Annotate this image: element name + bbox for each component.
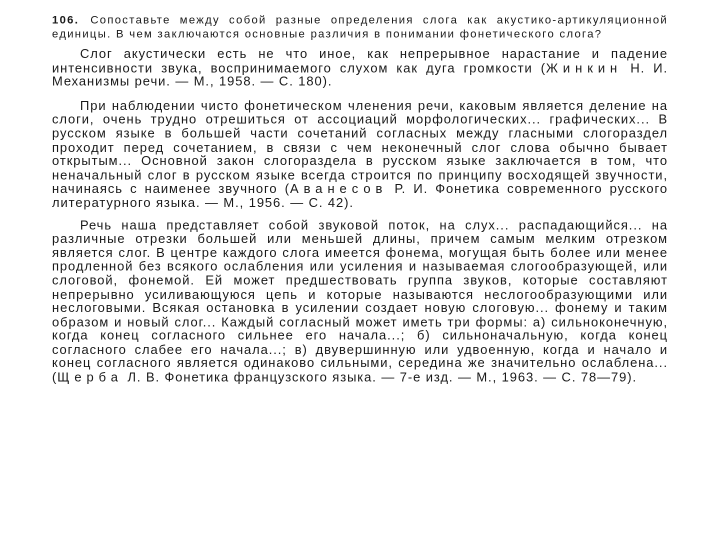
quote-shcherba: [52, 218, 668, 384]
quote-citation: Л. В. Фонетика французского языка. — 7-е изд. — М., 1963. — С. 78—79).: [122, 369, 637, 385]
quote-author: Аванесов: [289, 180, 388, 197]
quote-author: Жинкин: [545, 59, 623, 76]
quote-text: При наблюдении чисто фонетическом членения речи, каковым является деление на слоги, очень трудно отрешиться от ассоциаций морфологических... графических... В русском языке в большей части сочетаний согласных между гласными слогораздел проходит перед сочетанием, в связи с чем неконечный слог слова обычно бывает открытым... Основной закон слогораздела в русском языке заключается в том, что неначальный слог в русском языке всегда строится по принципу восходящей звучности, начинаясь с наименее звучного (: [52, 97, 668, 197]
exercise-task: Сопоставьте между собой разные определения слога как акустико-артикуляционной единицы. В чем заключаются основные различия в понимании фонетического слога?: [52, 14, 668, 41]
exercise-heading: [52, 14, 668, 42]
quote-text: Слог акустически есть не что иное, как непрерывное нарастание и падение интенсивности звука, воспринимаемого слухом как дуга громкости (: [52, 45, 668, 76]
exercise-number: 106.: [52, 14, 80, 27]
quote-avanesov: [52, 99, 668, 210]
quote-citation: Р. И. Фонетика современного русского литературного языка. — М., 1956. — С. 42).: [52, 180, 668, 211]
quote-zhinkin: [52, 47, 668, 89]
quote-text: Речь наша представляет собой звуковой поток, на слух... распадающийся... на различные отрезки большей или меньшей длины, причем самым мелким отрезком является слог. В центре каждого слога имеется фонема, могущая быть более или менее продленной без всякого ослабления или усиления и называемая слогообразующей, или слоговой, фонемой. Ей может предшествовать группа звуков, которые составляют непрерывно усиливающуюся цепь и которые называются неслогообразующими или неслоговыми. Всякая остановка в усилении создает новую слоговую... фонему и таким образом и новый слог... Каждый согласный может иметь три формы: а) сильноконечную, когда конец согласного сильнее его начала...; б) сильноначальную, когда конец согласного слабее его начала...; в) двувершинную или удвоенную, когда и начало и конец согласного является одинаково сильными, середина же значительно ослаблена... (: [52, 216, 668, 385]
quote-citation: Н. И. Механизмы речи. — М., 1958. — С. 180).: [52, 59, 668, 89]
quote-author: Щерба: [57, 369, 123, 385]
